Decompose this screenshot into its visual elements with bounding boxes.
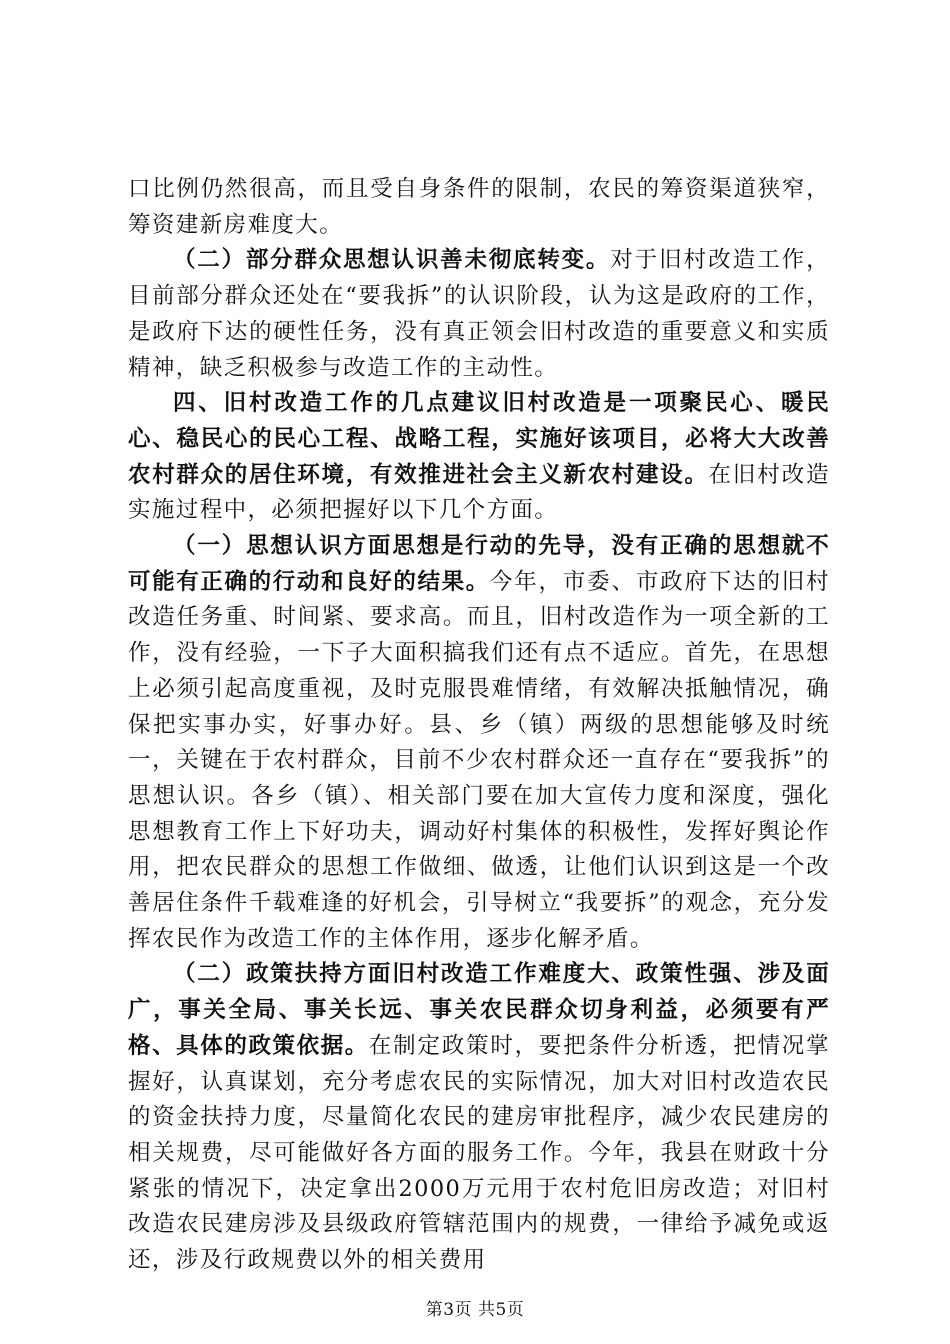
paragraph-5 — [128, 957, 830, 1278]
paragraph-2 — [128, 243, 830, 386]
paragraph-3-heading: 四、旧村改造工作的几点建议旧村改造是一项聚民心、暖民心、稳民心的民心工程、战略工程，实施好该项目，必将大大改善农村群众的居住环境，有效推进社会主义新农村建设。 — [128, 390, 830, 488]
paragraph-4 — [128, 529, 830, 957]
paragraph-3-text: 在旧村改造实施过程中，必须把握好以下几个方面。 — [128, 461, 830, 524]
paragraph-4-heading: （一）思想认识方面思想是行动的先导，没有正确的思想就不可能有正确的行动和良好的结果。 — [128, 533, 830, 595]
paragraph-2-text: 对于旧村改造工作，目前部分群众还处在“要我拆”的认识阶段，认为这是政府的工作，是政府下达的硬性任务，没有真正领会旧村改造的重要意义和实质精神，缺乏积极参与改造工作的主动性。 — [128, 247, 830, 381]
document-body — [128, 172, 830, 1279]
paragraph-3 — [128, 386, 830, 529]
page-number-label: 第3页 共5页 — [425, 1300, 525, 1320]
paragraph-5-text: 在制定政策时，要把条件分析透，把情况掌握好，认真谋划，充分考虑农民的实际情况，加大对旧村改造农民的资金扶持力度，尽量简化农民的建房审批程序，减少农民建房的相关规费，尽可能做好各方面的服务工作。今年，我县在财政十分紧张的情况下，决定拿出2000万元用于农村危旧房改造；对旧村改造农民建房涉及县级政府管辖范围内的规费，一律给予减免或返还，涉及行政规费以外的相关费用 — [128, 1032, 830, 1274]
page-footer — [0, 1295, 950, 1320]
paragraph-4-text: 今年，市委、市政府下达的旧村改造任务重、时间紧、要求高。而且，旧村改造作为一项全新的工作，没有经验，一下子大面积搞我们还有点不适应。首先，在思想上必须引起高度重视，及时克服畏难情绪，有效解决抵触情况，确保把实事办实，好事办好。县、乡（镇）两级的思想能够及时统一，关键在于农村群众，目前不少农村群众还一直存在“要我拆”的思想认识。各乡（镇）、相关部门要在加大宣传力度和深度，强化思想教育工作上下好功夫，调动好村集体的积极性，发挥好舆论作用，把农民群众的思想工作做细、做透，让他们认识到这是一个改善居住条件千载难逢的好机会，引导树立“我要拆”的观念，充分发挥农民作为改造工作的主体作用，逐步化解矛盾。 — [128, 568, 830, 952]
paragraph-1 — [128, 172, 830, 243]
paragraph-5-heading: （二）政策扶持方面旧村改造工作难度大、政策性强、涉及面广，事关全局、事关长远、事关农民群众切身利益，必须要有严格、具体的政策依据。 — [128, 961, 830, 1059]
paragraph-1-text: 口比例仍然很高，而且受自身条件的限制，农民的筹资渠道狭窄，筹资建新房难度大。 — [128, 176, 830, 238]
paragraph-2-heading: （二）部分群众思想认识善未彻底转变。 — [173, 247, 611, 274]
